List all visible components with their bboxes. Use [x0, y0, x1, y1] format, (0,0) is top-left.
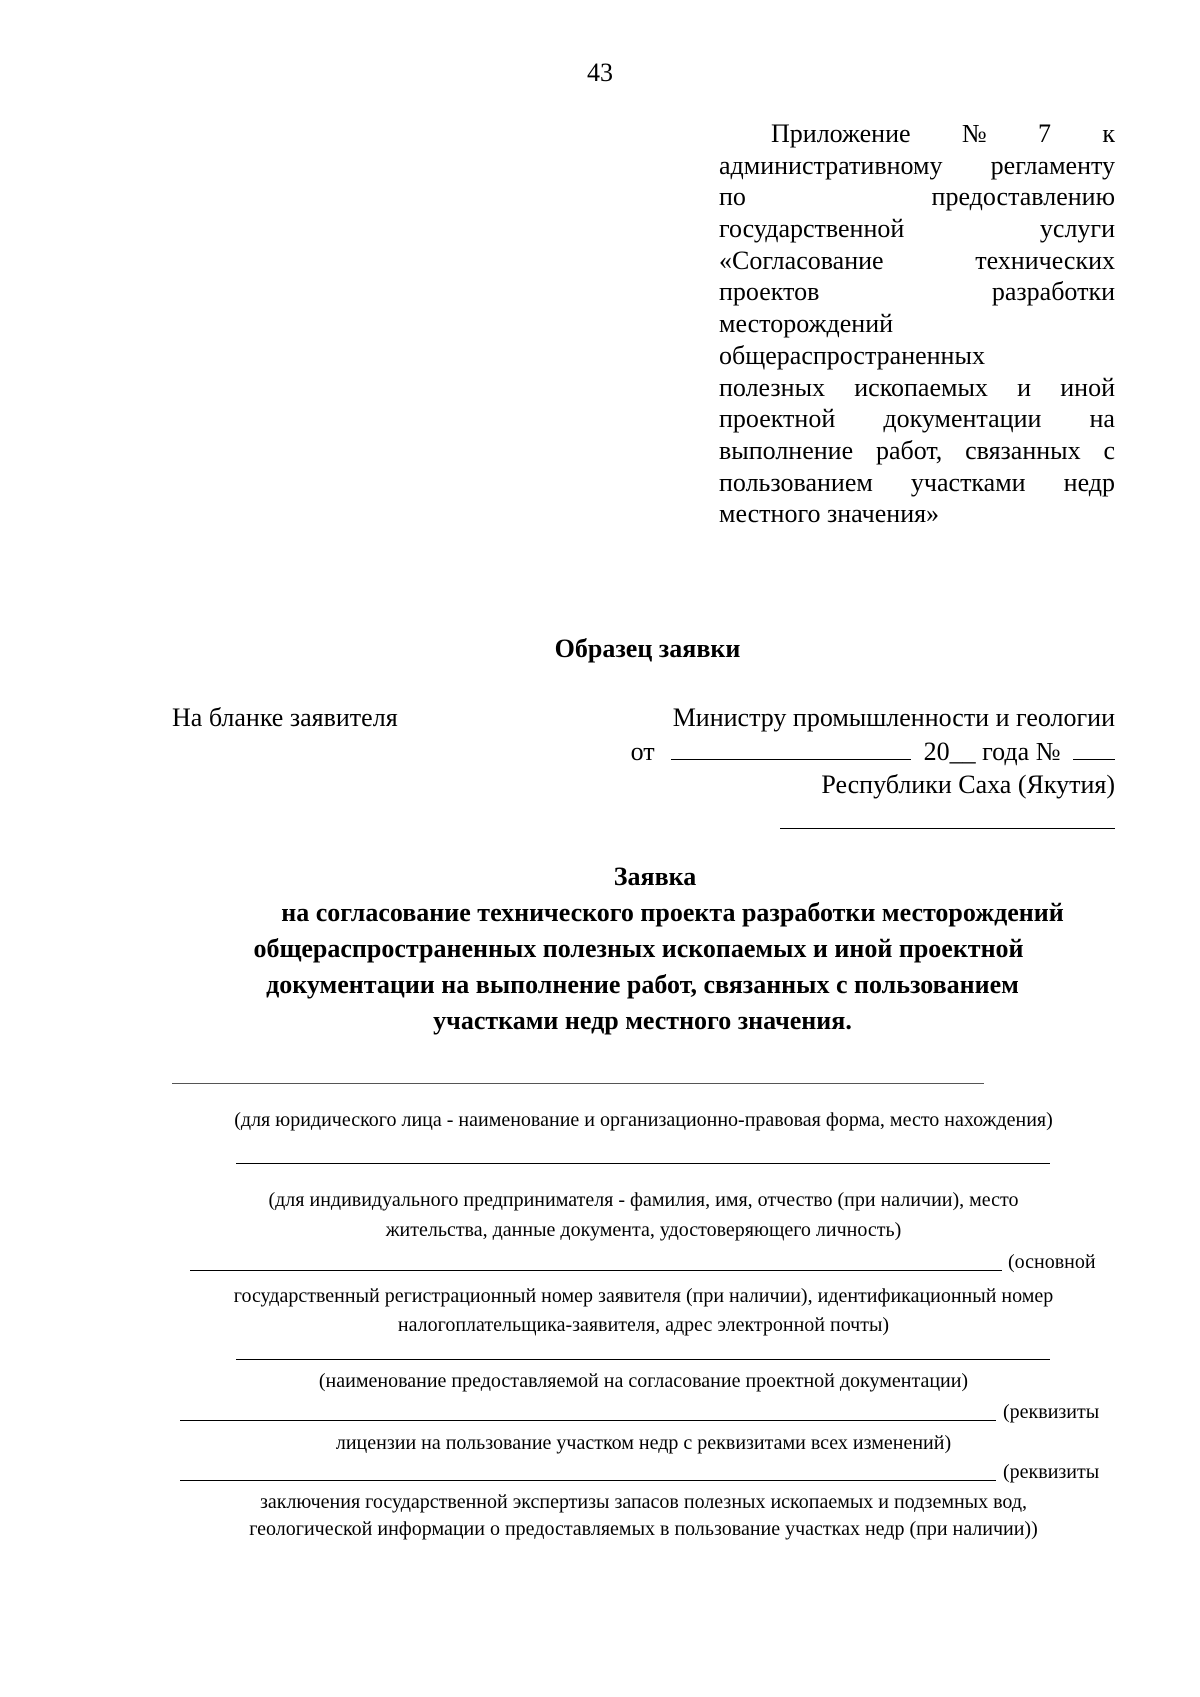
appendix-word: технических: [975, 245, 1115, 275]
ogrn-caption-line2: налогоплательщика-заявителя, адрес электронной почты): [397, 1314, 890, 1336]
license-caption: лицензии на пользование участком недр с реквизитами всех изменений): [335, 1432, 952, 1454]
appendix-word: ископаемых: [854, 372, 988, 402]
subtitle-line: документации на выполнение работ, связанных с пользованием: [266, 970, 1019, 999]
ogrn-caption-line1: государственный регистрационный номер заявителя (при наличии), идентификационный номер: [233, 1285, 1054, 1307]
appendix-line: [719, 372, 1115, 404]
appendix-line: [719, 276, 1115, 308]
ogrn-blank-line: [190, 1270, 1002, 1271]
appendix-word: предоставлению: [931, 182, 1115, 212]
appendix-line: [719, 308, 1115, 340]
appendix-word: 7: [1038, 119, 1052, 148]
appendix-word: регламенту: [990, 150, 1115, 180]
appendix-word: общераспространенных: [719, 340, 985, 370]
appendix-word: документации: [883, 404, 1042, 434]
appendix-word: административному: [719, 150, 943, 180]
legal-entity-blank-line: [172, 1083, 984, 1084]
subtitle-line: участками недр местного значения.: [433, 1006, 852, 1035]
license-tail-text: (реквизиты: [1003, 1401, 1100, 1423]
appendix-word: государственной: [719, 214, 905, 244]
appendix-word: с: [1103, 435, 1115, 465]
appendix-word: иной: [1060, 372, 1115, 402]
appendix-word: разработки: [991, 277, 1115, 307]
appendix-word: недр: [1063, 467, 1115, 497]
appendix-word: №: [961, 119, 987, 148]
date-line: [600, 737, 1115, 767]
appendix-word: услуги: [1039, 214, 1115, 244]
appendix-line: [719, 467, 1115, 499]
date-prefix: от: [630, 737, 655, 766]
appendix-line: [719, 245, 1115, 277]
appendix-word: «Согласование: [719, 245, 884, 275]
appendix-word: проектной: [719, 404, 836, 434]
subtitle-line: общераспространенных полезных ископаемых и иной проектной: [253, 934, 1024, 963]
subtitle-line: на согласование технического проекта разработки месторождений: [281, 898, 1064, 927]
addressee-region: Республики Саха (Якутия): [821, 770, 1115, 799]
entrepreneur-caption-line1: (для индивидуального предпринимателя - фамилия, имя, отчество (при наличии), место: [268, 1189, 1019, 1211]
license-blank-line: [180, 1420, 996, 1421]
number-blank: [1073, 737, 1115, 760]
appendix-word: местного значения»: [719, 499, 940, 529]
appendix-line: [719, 498, 1115, 530]
appendix-line: [719, 340, 1115, 372]
appendix-line: [719, 435, 1115, 467]
appendix-word: Приложение: [771, 119, 911, 148]
entrepreneur-caption-line2: жительства, данные документа, удостоверяющего личность): [385, 1219, 902, 1241]
year-text: 20__ года №: [923, 737, 1061, 766]
appendix-word: участками: [910, 467, 1026, 497]
appendix-word: по: [719, 182, 746, 212]
appendix-line: [719, 181, 1115, 213]
project-doc-caption: (наименование предоставляемой на согласование проектной документации): [318, 1370, 969, 1392]
legal-entity-caption: (для юридического лица - наименование и организационно-правовая форма, место нахождения): [234, 1109, 1053, 1131]
appendix-line: [719, 403, 1115, 435]
application-title: Заявка: [613, 862, 697, 891]
appendix-word: полезных: [719, 372, 826, 402]
date-blank: [671, 737, 911, 760]
entrepreneur-blank-line: [236, 1163, 1050, 1164]
appendix-word: выполнение: [719, 435, 854, 465]
appendix-word: к: [1102, 119, 1115, 148]
letterhead-note: На бланке заявителя: [172, 703, 398, 732]
project-doc-blank-line: [236, 1359, 1050, 1360]
appendix-word: на: [1089, 404, 1115, 434]
expertise-caption-line2: геологической информации о предоставляемых в пользование участках недр (при наличии)): [249, 1518, 1038, 1540]
expertise-caption-line1: заключения государственной экспертизы запасов полезных ископаемых и подземных вод,: [259, 1491, 1028, 1513]
appendix-reference: [719, 118, 1115, 530]
appendix-line: [719, 118, 1115, 150]
page-number: 43: [587, 58, 613, 87]
appendix-word: проектов: [719, 277, 820, 307]
addressee-line: Министру промышленности и геологии: [672, 703, 1115, 732]
appendix-line: [719, 213, 1115, 245]
appendix-line: [719, 150, 1115, 182]
application-subtitle: [195, 895, 1150, 1039]
addressee-blank-line: [780, 828, 1115, 829]
expertise-tail-text: (реквизиты: [1003, 1461, 1100, 1483]
expertise-blank-line: [180, 1480, 996, 1481]
ogrn-tail-text: (основной: [1008, 1251, 1096, 1273]
appendix-word: и: [1017, 372, 1032, 402]
appendix-word: работ,: [875, 435, 943, 465]
appendix-word: пользованием: [719, 467, 873, 497]
sample-title: Образец заявки: [554, 634, 741, 663]
appendix-word: связанных: [965, 435, 1081, 465]
appendix-word: месторождений: [719, 309, 894, 339]
